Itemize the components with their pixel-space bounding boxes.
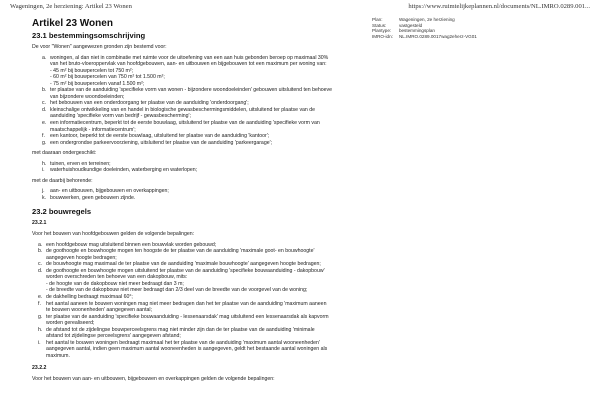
list-item-label: b. xyxy=(38,248,43,255)
list-item-line: - 75 m² bij bouwpercelen vanaf 1.500 m²; xyxy=(50,80,145,87)
list-item-label: j. xyxy=(42,188,45,195)
associated-item xyxy=(32,195,568,202)
list-item-line: afstand tot zijdelingse perceelsgrens' aangegeven afstand; xyxy=(46,333,181,340)
list-item-label: g. xyxy=(38,313,43,320)
list-item-line: het bebouwen van een onderdoorgang ter plaatse van de aanduiding 'onderdoorgang'; xyxy=(50,100,249,107)
meta-label: Plantype: xyxy=(372,28,392,34)
list-item-line: aan- en uitbouwen, bijgebouwen en overkappingen; xyxy=(50,188,169,195)
meta-label: IMRO-idn: xyxy=(372,33,393,39)
list-item-label: d. xyxy=(42,106,47,113)
list-item-line: de goothoogte en bouwhoogte mogen uitsluitend ter plaatse van de aanduiding 'specifieke bouwaanduiding - dakopbouw' xyxy=(46,267,325,274)
list-item-line: bouwwerken, geen gebouwen zijnde. xyxy=(50,194,136,201)
subsection-intro: Voor het bouwen van aan- en uitbouwen, bijgebouwen en overkappingen gelden de volgende bepalingen: xyxy=(32,375,275,382)
meta-value: Wageningen, 2e herziening xyxy=(398,17,455,22)
list-item-line: van het bruto-vloeroppervlak van hoofdgebouwen, aan- en uitbouwen en bijgebouwen tot een maximum per woning van: xyxy=(50,61,327,68)
list-item-line: tuinen, erven en terreinen; xyxy=(50,160,111,167)
print-header-url: https://www.ruimtelijkeplannen.nl/documents/NL.IMRO.0289.001... xyxy=(408,3,590,10)
list-item-line: de bouwhoogte mag maximaal de ter plaatse van de aanduiding 'maximale bouwhoogte' aangegeven hoogte bedragen; xyxy=(46,261,321,268)
list-item-line: aanduiding 'specifieke vorm van bedrijf - gewasbescherming'; xyxy=(50,113,191,120)
list-item-line: - de breedte van de dakopbouw niet meer bedraagt dan 2/3 deel van de breedte van de voorgevel van de woning; xyxy=(46,287,308,294)
article-content xyxy=(32,31,568,383)
purpose-item xyxy=(32,120,568,133)
section-title-bestemmingsomschrijving: 23.1 bestemmingsomschrijving xyxy=(32,31,146,40)
list-item-label: h. xyxy=(42,160,47,167)
meta-label: Status: xyxy=(372,22,387,28)
list-item-label: a. xyxy=(38,241,43,248)
list-item-line: woningen, al dan niet in combinatie met ruimte voor de uitoefening van een aan huis gebonden beroep op maximaal 30% xyxy=(50,54,329,61)
building-rule-item xyxy=(32,327,568,340)
list-item-line: kleinschalige ontwikkeling van en handel in biologische gewasbeschermingsmiddelen, uitsluitend ter plaatse van de xyxy=(50,106,316,113)
list-item-line: maatschappelijk - informatiecentrum'; xyxy=(50,126,136,133)
list-item-line: worden overschreden ten behoeve van een dakopbouw, mits: xyxy=(46,274,188,281)
list-item-line: - 45 m² bij bouwpercelen tot 750 m²; xyxy=(50,67,134,74)
meta-value: vastgesteld xyxy=(398,22,423,28)
list-item-line: aangegeven hoogte bedragen; xyxy=(46,254,117,261)
building-rule-item xyxy=(32,268,568,294)
list-item-line: - de hoogte van de dakopbouw niet meer bedraagt dan 3 m; xyxy=(46,280,184,287)
building-rule-item xyxy=(32,314,568,327)
list-item-label: i. xyxy=(42,167,45,174)
list-item-line: een hoofdgebouw mag uitsluitend binnen een bouwvlak worden gebouwd; xyxy=(46,241,217,248)
purpose-list xyxy=(32,55,568,147)
subsection-number: 23.2.2 xyxy=(32,365,47,372)
list-item-label: b. xyxy=(42,87,47,94)
article-title: Artikel 23 Wonen xyxy=(32,18,113,29)
list-item-label: d. xyxy=(38,267,43,274)
list-item-line: een ondergrondse parkeervoorziening, uitsluitend ter plaatse van de aanduiding 'parkeergarage'; xyxy=(50,139,273,146)
purpose-item xyxy=(32,87,568,100)
list-item-line: ter plaatse van de aanduiding 'specifieke vorm van wonen - bijzondere woondoeleinden' gebouwen uitsluitend ten behoeve xyxy=(50,87,333,94)
list-item-label: h. xyxy=(38,326,43,333)
list-item-line: de dakhelling bedraagt maximaal 60°; xyxy=(46,293,133,300)
list-item-line: van bijzondere woondoeleinden; xyxy=(50,93,125,100)
list-item-label: e. xyxy=(42,120,47,127)
list-item-label: c. xyxy=(38,261,43,268)
section-intro: De voor "Wonen" aangewezen gronden zijn bestemd voor: xyxy=(32,44,167,50)
list-item-line: worden gerealiseerd; xyxy=(46,320,95,327)
list-item-label: g. xyxy=(42,139,47,146)
print-header xyxy=(0,0,600,14)
purpose-item xyxy=(32,107,568,120)
meta-label: Plan: xyxy=(372,17,383,22)
subordinate-list xyxy=(32,161,568,174)
purpose-item xyxy=(32,140,568,147)
list-item-label: f. xyxy=(42,133,45,140)
list-item-label: k. xyxy=(42,194,47,201)
building-rule-item xyxy=(32,301,568,314)
associated-list xyxy=(32,188,568,201)
subordinate-item xyxy=(32,167,568,174)
list-item-line: een kantoor, beperkt tot de eerste bouwlaag, uitsluitend ter plaatse van de aanduiding 'kantoor'; xyxy=(50,133,270,140)
list-item-line: waterhuishoudkundige doeleinden, waterberging en waterlopen; xyxy=(50,167,198,174)
building-rule-item xyxy=(32,248,568,261)
print-header-title: Wageningen, 2e herziening: Artikel 23 Wonen xyxy=(10,3,132,10)
list-item-label: a. xyxy=(42,54,47,61)
section-title-bouwregels: 23.2 bouwregels xyxy=(32,207,92,217)
list-item-line: ter plaatse van de aanduiding 'specifieke bouwaanduiding - lessenaarsdak' mag uitsluitend een lessenaarsdak als kapvorm xyxy=(46,313,329,320)
list-item-line: te bouwen woonenheden' aangegeven aantal; xyxy=(46,307,152,314)
list-item-label: f. xyxy=(38,300,41,307)
main-building-rules-list xyxy=(32,242,568,360)
meta-value: bestemmingsplan xyxy=(398,28,435,34)
building-rule-item xyxy=(32,340,568,360)
subsection-intro: Voor het bouwen van hoofdgebouwen gelden de volgende bepalingen: xyxy=(32,231,195,238)
purpose-item xyxy=(32,55,568,88)
list-item-line: het aantal aaneen te bouwen woningen mag niet meer bedragen dan het ter plaatse van de aanduiding 'maximum aaneen xyxy=(46,300,327,307)
associated-intro: met de daarbij behorende: xyxy=(32,177,93,184)
list-item-line: maximum. xyxy=(46,352,70,359)
subsection-number: 23.2.1 xyxy=(32,220,47,227)
subordinate-intro: met daaraan ondergeschikt: xyxy=(32,150,97,157)
list-item-line: de afstand tot de zijdelingse bouwperceelsgrens mag niet minder zijn dan de ter plaatse van de aanduiding 'minimale xyxy=(46,326,315,333)
list-item-line: het aantal te bouwen woningen bedraagt maximaal het ter plaatse van de aanduiding 'maximum aantal wooneenheden' xyxy=(46,339,320,346)
list-item-line: een informatiecentrum, beperkt tot de eerste bouwlaag, uitsluitend ter plaatse van de aanduiding 'specifieke vorm van xyxy=(50,120,320,127)
list-item-label: c. xyxy=(42,100,47,107)
list-item-line: de goothoogte en bouwhoogte mogen ten hoogste de ter plaatse van de aanduiding 'maximale goot- en bouwhoogte' xyxy=(46,248,315,255)
list-item-label: e. xyxy=(38,293,43,300)
list-item-line: aangegeven aantal, indien geen maximum aantal wooneenheden is aangegeven, geldt het bestaande aantal woningen als xyxy=(46,346,328,353)
list-item-label: i. xyxy=(38,339,41,346)
list-item-line: - 60 m² bij bouwpercelen van 750 m² tot 1.500 m²; xyxy=(50,74,165,81)
meta-value: NL.IMRO.0289.0017wag2eherz-VG01 xyxy=(398,33,477,39)
